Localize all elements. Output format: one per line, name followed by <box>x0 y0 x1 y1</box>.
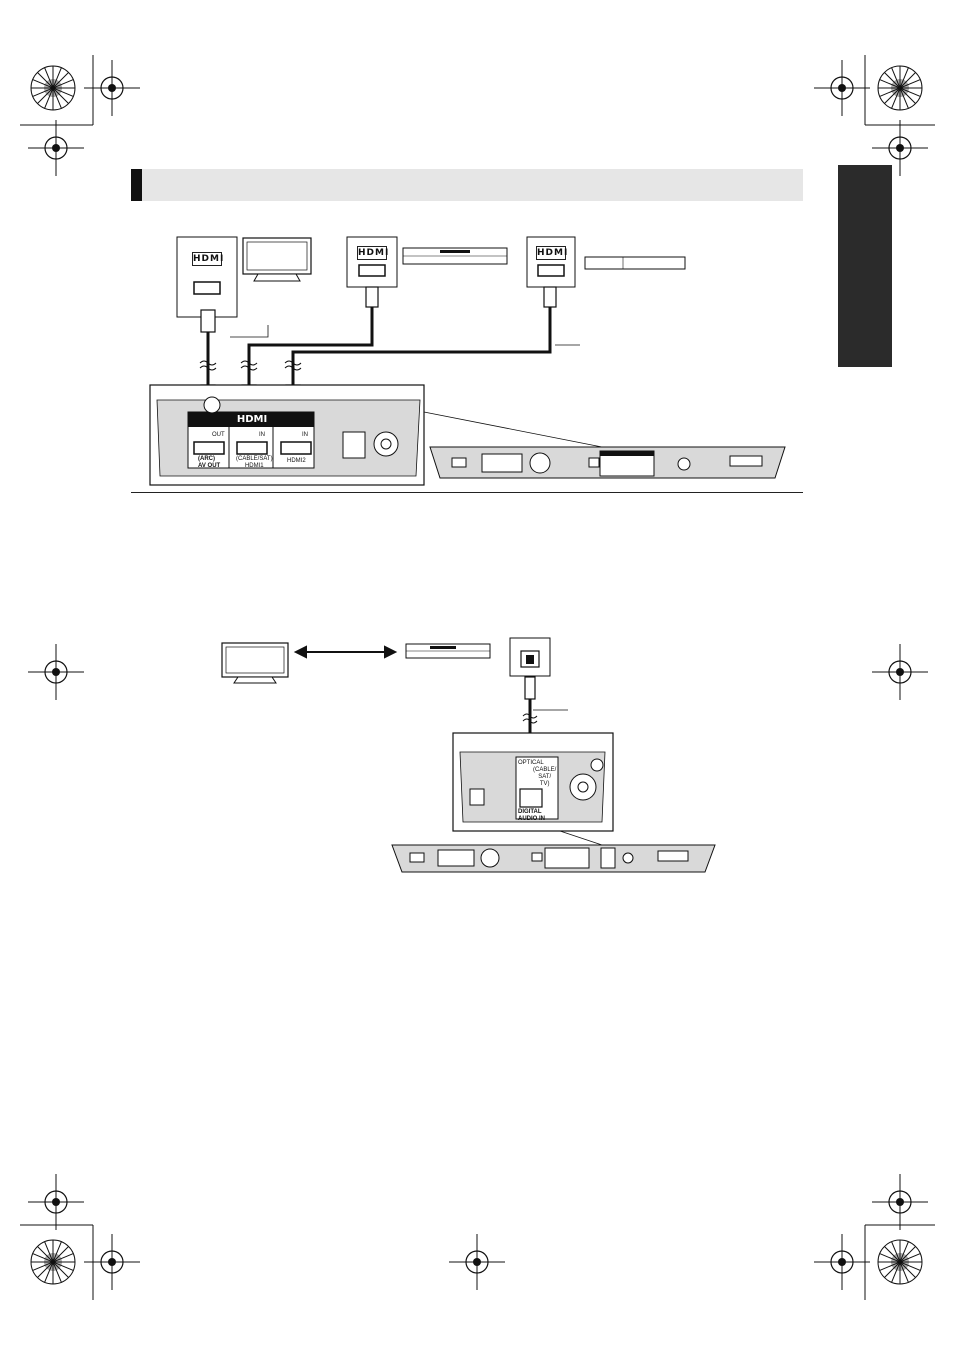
optical-label: OPTICAL <box>518 760 544 766</box>
digital-audio-in-label: DIGITAL AUDIO IN <box>518 809 545 822</box>
port-label-in-1: IN <box>259 432 265 438</box>
rear-unit <box>392 845 715 872</box>
hdmi-logo-disc: HDMI <box>358 248 390 258</box>
optical-source-label: (CABLE/ SAT/ TV) <box>533 767 557 787</box>
optical-port-icon <box>521 651 539 667</box>
hdmi-logo-tv: HDMI <box>193 254 225 264</box>
port-label-in-2: IN <box>302 432 308 438</box>
tv-icon <box>222 643 288 683</box>
hdmi-panel-header: HDMI <box>236 414 268 425</box>
port-label-arc: (ARC) AV OUT <box>198 456 221 469</box>
hdmi-logo-stb: HDMI <box>537 248 569 258</box>
port-label-out: OUT <box>212 432 225 438</box>
double-arrow-icon <box>296 647 395 657</box>
disc-player-icon <box>406 644 490 658</box>
port-label-hdmi1: (CABLE/SAT) HDMI1 <box>236 456 273 469</box>
port-label-hdmi2: HDMI2 <box>287 458 306 464</box>
